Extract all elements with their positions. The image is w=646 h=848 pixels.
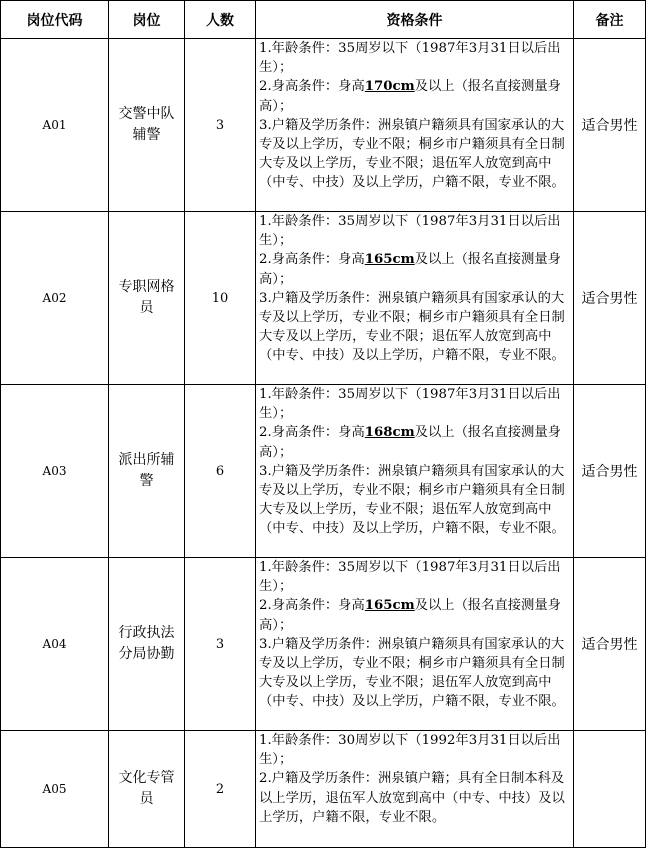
height-prefix: 2.身高条件：身高 bbox=[259, 598, 365, 614]
position-name: 派出所辅警 bbox=[109, 385, 185, 558]
requirements-cell bbox=[256, 385, 574, 558]
height-value: 165cm bbox=[364, 252, 415, 268]
education-requirement: 3.户籍及学历条件：洲泉镇户籍须具有国家承认的大专及以上学历，专业不限；桐乡市户籍须具有全日制大专及以上学历，专业不限；退伍军人放宽到高中（中专、中技）及以上学历，户籍不限，专业不限。 bbox=[259, 290, 565, 364]
age-requirement: 1.年龄条件：35周岁以下（1987年3月31日以后出生）； bbox=[259, 214, 561, 249]
requirements-cell bbox=[256, 558, 574, 731]
requirements-cell bbox=[256, 212, 574, 385]
height-prefix: 2.身高条件：身高 bbox=[259, 425, 365, 441]
education-requirement: 2.户籍及学历条件：洲泉镇户籍；具有全日制本科及以上学历，退伍军人放宽到高中（中专、中技）及以上学历，户籍不限，专业不限。 bbox=[259, 771, 565, 825]
education-requirement: 3.户籍及学历条件：洲泉镇户籍须具有国家承认的大专及以上学历，专业不限；桐乡市户籍须具有全日制大专及以上学历，专业不限；退伍军人放宽到高中（中专、中技）及以上学历，户籍不限，专业不限。 bbox=[259, 463, 565, 537]
requirements-cell bbox=[256, 731, 574, 848]
age-requirement: 1.年龄条件：35周岁以下（1987年3月31日以后出生）； bbox=[259, 387, 561, 422]
position-code: A01 bbox=[1, 39, 109, 212]
height-suffix: 及以上（报名直接测量身高）； bbox=[259, 79, 561, 114]
position-name: 文化专管员 bbox=[109, 731, 185, 848]
position-note: 适合男性 bbox=[574, 558, 646, 731]
header-code: 岗位代码 bbox=[1, 1, 109, 39]
position-count: 6 bbox=[185, 385, 256, 558]
position-code: A04 bbox=[1, 558, 109, 731]
position-code: A05 bbox=[1, 731, 109, 848]
height-requirement bbox=[259, 77, 571, 115]
table-row bbox=[1, 731, 646, 848]
height-prefix: 2.身高条件：身高 bbox=[259, 79, 365, 95]
position-count: 3 bbox=[185, 558, 256, 731]
header-note: 备注 bbox=[574, 1, 646, 39]
position-note bbox=[574, 731, 646, 848]
header-requirements: 资格条件 bbox=[256, 1, 574, 39]
requirements-cell bbox=[256, 39, 574, 212]
table-row bbox=[1, 39, 646, 212]
table-row bbox=[1, 212, 646, 385]
height-requirement bbox=[259, 423, 571, 461]
position-count: 2 bbox=[185, 731, 256, 848]
position-name: 专职网格员 bbox=[109, 212, 185, 385]
position-name: 交警中队辅警 bbox=[109, 39, 185, 212]
header-row bbox=[1, 1, 646, 39]
position-note: 适合男性 bbox=[574, 39, 646, 212]
position-count: 10 bbox=[185, 212, 256, 385]
height-value: 165cm bbox=[364, 598, 415, 614]
header-post: 岗位 bbox=[109, 1, 185, 39]
height-suffix: 及以上（报名直接测量身高）； bbox=[259, 425, 561, 460]
age-requirement: 1.年龄条件：35周岁以下（1987年3月31日以后出生）； bbox=[259, 560, 561, 595]
header-count: 人数 bbox=[185, 1, 256, 39]
height-suffix: 及以上（报名直接测量身高）； bbox=[259, 252, 561, 287]
position-note: 适合男性 bbox=[574, 385, 646, 558]
height-requirement bbox=[259, 250, 571, 288]
education-requirement: 3.户籍及学历条件：洲泉镇户籍须具有国家承认的大专及以上学历，专业不限；桐乡市户籍须具有全日制大专及以上学历，专业不限；退伍军人放宽到高中（中专、中技）及以上学历，户籍不限，专业不限。 bbox=[259, 117, 565, 191]
height-prefix: 2.身高条件：身高 bbox=[259, 252, 365, 268]
position-count: 3 bbox=[185, 39, 256, 212]
age-requirement: 1.年龄条件：30周岁以下（1992年3月31日以后出生）； bbox=[259, 733, 561, 768]
age-requirement: 1.年龄条件：35周岁以下（1987年3月31日以后出生）； bbox=[259, 41, 561, 76]
height-value: 170cm bbox=[364, 79, 415, 95]
height-requirement bbox=[259, 596, 571, 634]
position-code: A03 bbox=[1, 385, 109, 558]
position-name: 行政执法分局协勤 bbox=[109, 558, 185, 731]
height-value: 168cm bbox=[364, 425, 415, 441]
position-note: 适合男性 bbox=[574, 212, 646, 385]
position-code: A02 bbox=[1, 212, 109, 385]
table-row bbox=[1, 385, 646, 558]
education-requirement: 3.户籍及学历条件：洲泉镇户籍须具有国家承认的大专及以上学历，专业不限；桐乡市户籍须具有全日制大专及以上学历，专业不限；退伍军人放宽到高中（中专、中技）及以上学历，户籍不限，专业不限。 bbox=[259, 636, 565, 710]
height-suffix: 及以上（报名直接测量身高）； bbox=[259, 598, 561, 633]
table-row bbox=[1, 558, 646, 731]
